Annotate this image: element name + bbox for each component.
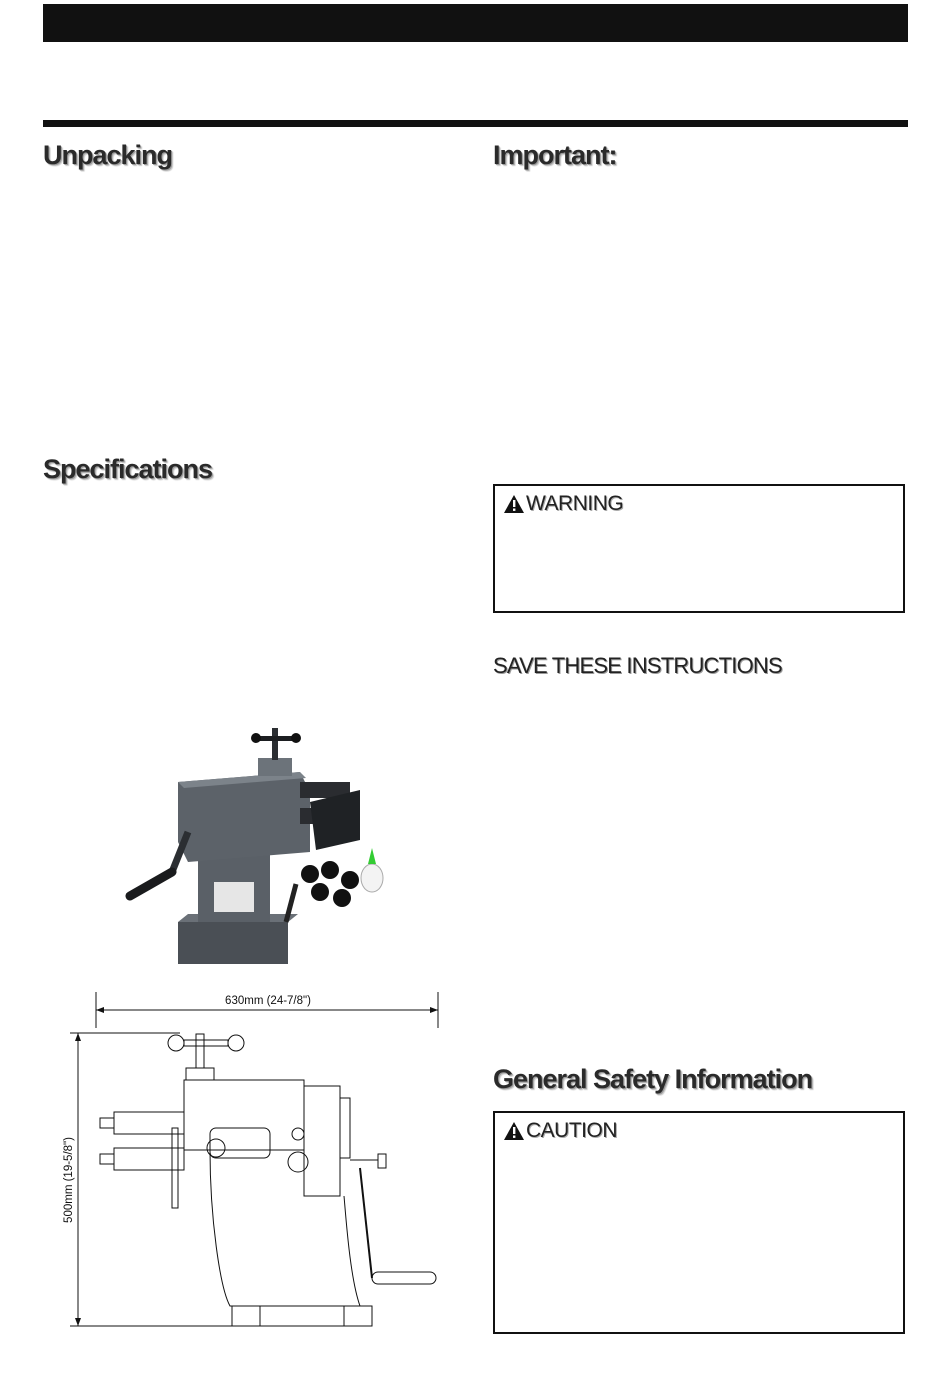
caution-title bbox=[503, 1119, 617, 1143]
header-bar bbox=[43, 4, 908, 42]
warning-box bbox=[493, 484, 905, 613]
unpacking-heading: Unpacking bbox=[43, 140, 173, 170]
important-heading: Important: bbox=[493, 140, 617, 170]
warning-label: WARNING bbox=[526, 492, 624, 515]
general-safety-heading: General Safety Information bbox=[493, 1064, 813, 1094]
height-dimension-label: 500mm (19-5/8") bbox=[63, 1137, 75, 1223]
header-rule bbox=[43, 120, 908, 127]
warning-triangle-icon bbox=[503, 1121, 525, 1141]
warning-title bbox=[503, 492, 623, 516]
save-instructions: SAVE THESE INSTRUCTIONS bbox=[493, 653, 782, 678]
bead-roller-photo bbox=[110, 722, 400, 972]
caution-label: CAUTION bbox=[526, 1119, 617, 1142]
width-dimension-label: 630mm (24-7/8") bbox=[225, 995, 311, 1007]
dimension-drawing bbox=[60, 988, 445, 1333]
warning-triangle-icon bbox=[503, 494, 525, 514]
specifications-heading: Specifications bbox=[43, 454, 213, 484]
caution-box bbox=[493, 1111, 905, 1334]
